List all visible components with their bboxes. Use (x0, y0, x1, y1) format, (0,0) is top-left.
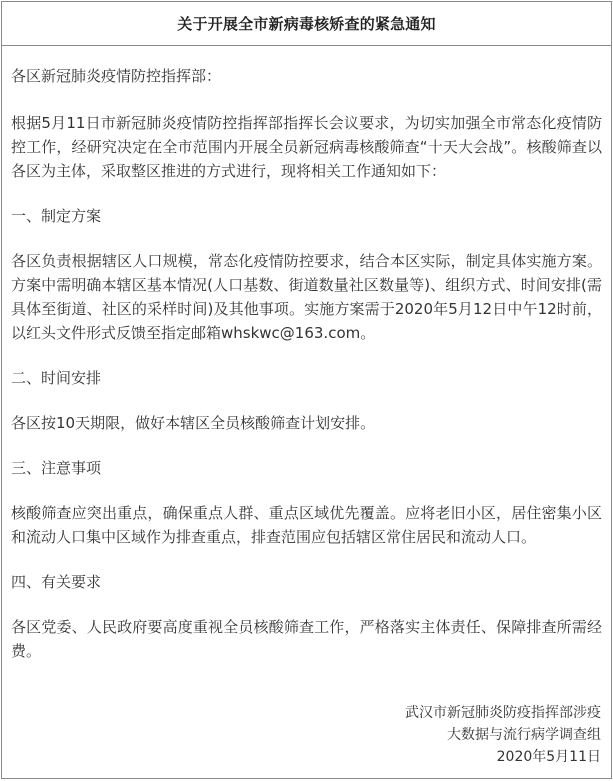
spacer (11, 90, 602, 111)
spacer (11, 594, 602, 615)
section-heading-notes: 三、注意事项 (11, 459, 102, 477)
section-heading-schedule: 二、时间安排 (11, 369, 102, 387)
section-body-plan: 各区负责根据辖区人口规模，常态化疫情防控要求，结合本区实际，制定具体实施方案。方案中需明确本辖区基本情况(人口基数、街道数量社区数量等)、组织方式、时间安排(需具体至街道、社区的采样时间)及其他事项。实施方案需于2020年5月12日中午12时前，以红头文件形式反馈至指定邮箱whskwc@163.com。 (11, 252, 602, 342)
section-body-notes: 核酸筛查应突出重点，确保重点人群、重点区域优先覆盖。应将老旧小区，居住密集小区和流动人口集中区域作为排查重点，排查范围应包括辖区常住居民和流动人口。 (11, 504, 602, 546)
spacer (11, 228, 602, 249)
spacer (11, 435, 602, 456)
spacer (11, 390, 602, 411)
section-heading-plan: 一、制定方案 (11, 207, 102, 225)
section-heading-requirements: 四、有关要求 (11, 573, 102, 591)
notice-title: 关于开展全市新病毒核矫查的紧急通知 (177, 15, 436, 33)
signature-date: 2020年5月11日 (496, 749, 601, 765)
section-body-schedule: 各区按10天期限，做好本辖区全员核酸筛查计划安排。 (11, 414, 376, 432)
spacer (11, 549, 602, 570)
signature-block (405, 702, 601, 768)
signature-org-line2: 大数据与流行病学调查组 (447, 727, 601, 743)
spacer (11, 345, 602, 366)
section-body-requirements: 各区党委、人民政府要高度重视全员核酸筛查工作，严格落实主体责任、保障排查所需经费。 (11, 618, 602, 660)
salutation: 各区新冠肺炎疫情防控指挥部： (11, 67, 222, 85)
intro-paragraph: 根据5月11日市新冠肺炎疫情防控指挥部指挥长会议要求，为切实加强全市常态化疫情防控工作，经研究决定在全市范围内开展全员新冠病毒核酸筛查“十天大会战”。核酸筛查以各区为主体，采取整区推进的方式进行，现将相关工作通知如下： (11, 114, 602, 180)
title-bar (2, 2, 611, 46)
spacer (11, 183, 602, 204)
notice-frame (1, 1, 612, 779)
signature-org-line1: 武汉市新冠肺炎防疫指挥部涉疫 (405, 705, 601, 721)
notice-body (2, 62, 611, 663)
spacer (11, 480, 602, 501)
